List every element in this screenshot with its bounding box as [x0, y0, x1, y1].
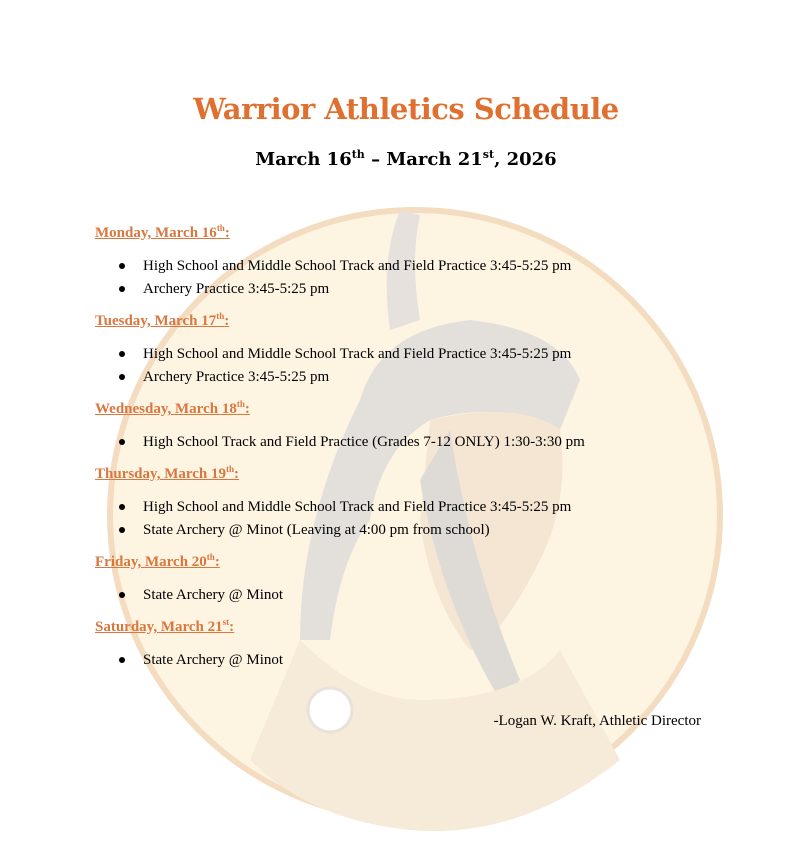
list-item: High School and Middle School Track and Field Practice 3:45-5:25 pm	[143, 496, 715, 519]
list-item: State Archery @ Minot (Leaving at 4:00 pm from school)	[143, 519, 715, 542]
bullet-icon	[119, 657, 125, 663]
day-section	[95, 616, 715, 672]
schedule	[95, 222, 715, 681]
day-section	[95, 463, 715, 542]
day-heading: Saturday, March 21st:	[95, 617, 235, 635]
day-section	[95, 398, 715, 454]
day-heading: Friday, March 20th:	[95, 552, 220, 570]
bullet-icon	[119, 286, 125, 292]
event-list	[95, 255, 715, 301]
event-list	[95, 343, 715, 389]
list-item: High School Track and Field Practice (Grades 7-12 ONLY) 1:30-3:30 pm	[143, 431, 715, 454]
event-list	[95, 496, 715, 542]
signature: -Logan W. Kraft, Athletic Director	[493, 713, 701, 729]
bullet-icon	[119, 263, 125, 269]
date-range-year: , 2026	[494, 149, 557, 170]
day-section	[95, 222, 715, 301]
list-item: Archery Practice 3:45-5:25 pm	[143, 366, 715, 389]
date-range	[0, 148, 812, 170]
list-item: Archery Practice 3:45-5:25 pm	[143, 278, 715, 301]
day-heading: Thursday, March 19th:	[95, 464, 240, 482]
page-title: Warrior Athletics Schedule	[193, 92, 619, 126]
date-range-end-suffix: st	[482, 148, 495, 161]
date-range-start: March 16	[255, 149, 352, 170]
day-heading: Wednesday, March 18th:	[95, 399, 250, 417]
event-list	[95, 431, 715, 454]
event-list	[95, 584, 715, 607]
day-section	[95, 310, 715, 389]
bullet-icon	[119, 351, 125, 357]
bullet-icon	[119, 592, 125, 598]
list-item: State Archery @ Minot	[143, 584, 715, 607]
bullet-icon	[119, 439, 125, 445]
bullet-icon	[119, 374, 125, 380]
day-heading: Monday, March 16th:	[95, 223, 230, 241]
list-item: High School and Middle School Track and Field Practice 3:45-5:25 pm	[143, 343, 715, 366]
bullet-icon	[119, 504, 125, 510]
list-item: State Archery @ Minot	[143, 649, 715, 672]
day-section	[95, 551, 715, 607]
day-heading: Tuesday, March 17th:	[95, 311, 230, 329]
event-list	[95, 649, 715, 672]
list-item: High School and Middle School Track and Field Practice 3:45-5:25 pm	[143, 255, 715, 278]
date-range-start-suffix: th	[351, 148, 365, 161]
bullet-icon	[119, 527, 125, 533]
date-range-end: – March 21	[364, 149, 483, 170]
